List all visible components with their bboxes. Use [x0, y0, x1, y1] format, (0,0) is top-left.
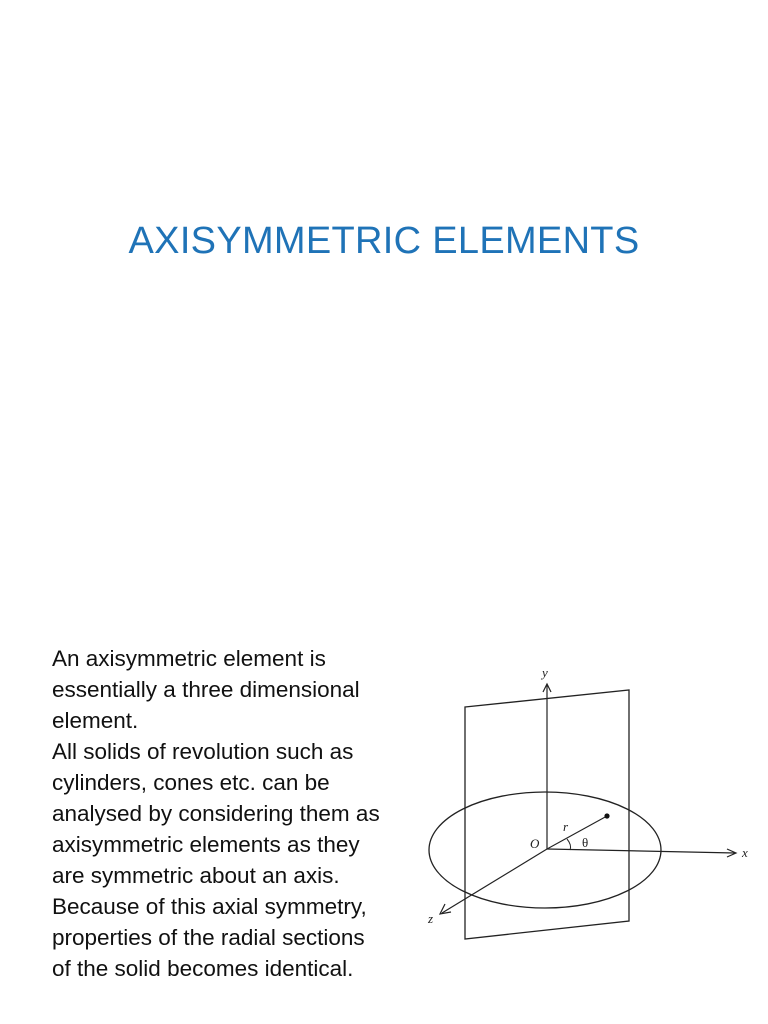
- x-axis: [547, 849, 735, 853]
- axisymmetric-coordinate-diagram: [410, 655, 760, 955]
- body-text: [52, 643, 382, 984]
- x-axis-label: x: [742, 845, 748, 860]
- paragraph-2: All solids of revolution such as cylinders, cones etc. can be analysed by considering them as axisymmetric elements as they are symmetric about an axis.: [52, 739, 380, 888]
- slide-title: AXISYMMETRIC ELEMENTS: [128, 220, 640, 262]
- z-axis: [442, 849, 547, 913]
- radius-label: r: [563, 819, 569, 834]
- origin-label: O: [530, 836, 540, 851]
- point-marker: [604, 813, 609, 818]
- y-axis-label: y: [542, 665, 548, 680]
- angle-label: θ: [582, 835, 589, 850]
- z-axis-label: z: [428, 911, 434, 926]
- paragraph-1: An axisymmetric element is essentially a three dimensional element.: [52, 646, 360, 733]
- radius-line: [547, 816, 607, 849]
- paragraph-3: Because of this axial symmetry, properties of the radial sections of the solid becomes identical.: [52, 894, 367, 981]
- angle-arc: [567, 839, 571, 850]
